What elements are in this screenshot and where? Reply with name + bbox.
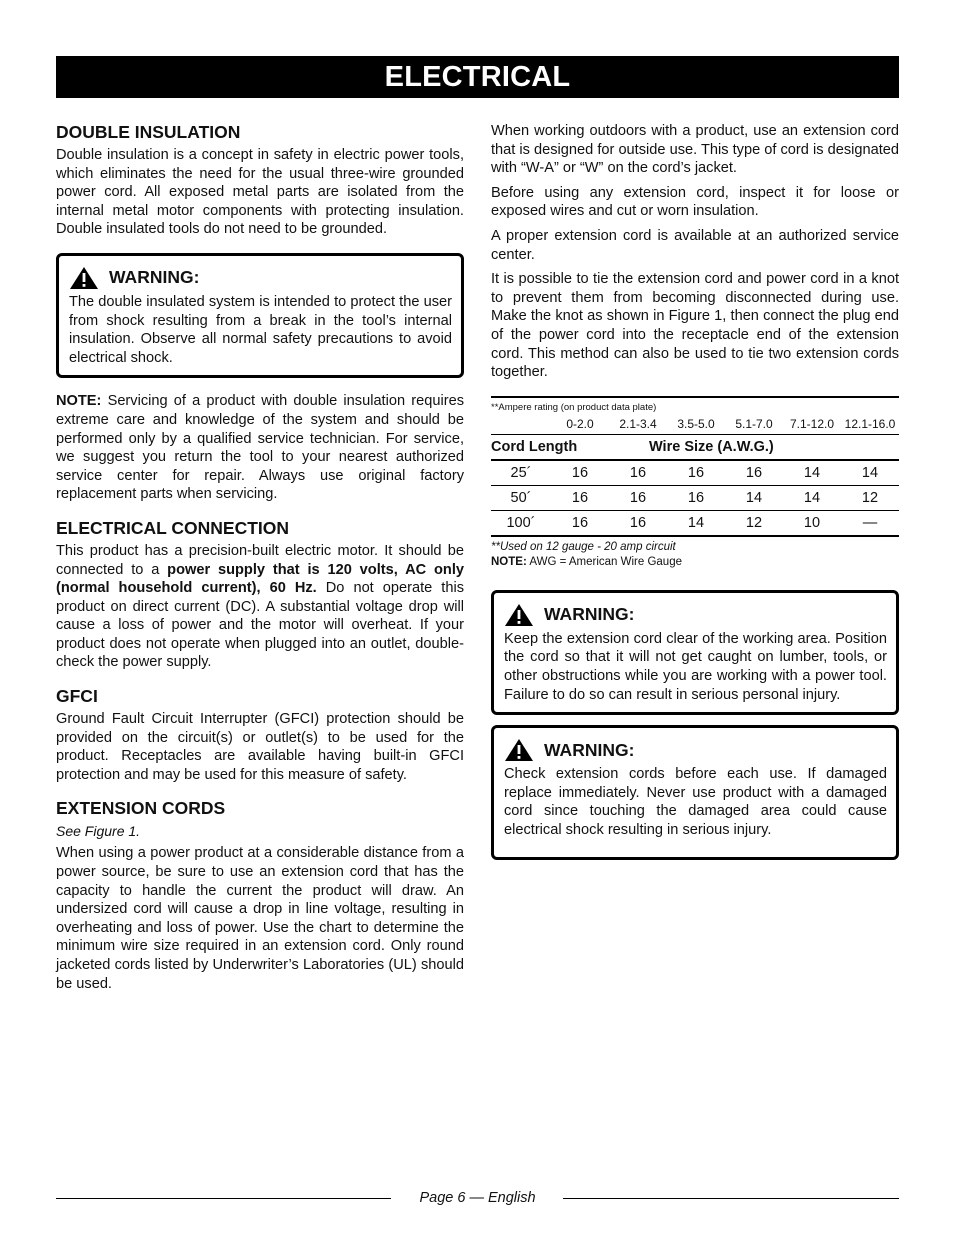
- wire-size-cell: 14: [803, 489, 821, 506]
- body-post: Do not operate this product on direct current (DC). A substantial voltage drop will cause a loss of power and the motor will overheat. If your product does not operate when plugged into an outlet, double-check the power supply.: [56, 580, 465, 671]
- wire-size-cell: 16: [629, 514, 647, 531]
- warning-triangle-icon: [504, 603, 534, 627]
- wire-size-cell: 14: [745, 489, 763, 506]
- wire-size-cell: 16: [745, 464, 763, 481]
- note-text: Servicing of a product with double insulation requires extreme care and knowledge of the system and should be performed only by a qualified service technician. For service, we suggest you return the tool to your nearest authorized service center for repair. Always use original factory replacement parts when servicing.: [56, 393, 464, 503]
- awg-note-text: AWG = American Wire Gauge: [526, 555, 682, 568]
- extension-cords-body: When using a power product at a considerable distance from a power source, be sure to use an extension cord that has the capacity to handle the current the product will draw. An undersized cord will cause a drop in line voltage, resulting in overheating and loss of power. Use the chart to determine the minimum wire size required in an extension cord. Only round jacketed cords listed by Underwriter’s Laboratories (UL) should be used.: [56, 845, 464, 992]
- wire-size-cell: 12: [861, 489, 879, 506]
- table-row: [491, 486, 899, 511]
- cord-length-cell: 100´: [506, 514, 536, 531]
- table-header-row: [491, 435, 899, 461]
- gfci-body: Ground Fault Circuit Interrupter (GFCI) protection should be provided on the circuit(s) or outlet(s) to be used for the product. Receptacles are available having built-in GFCI protection and may be used for this measure of safety.: [56, 711, 464, 783]
- ampere-cell: 3.5-5.0: [677, 416, 715, 431]
- ampere-cell: 7.1-12.0: [789, 416, 835, 431]
- table-row: [491, 511, 899, 537]
- warning-text: Check extension cords before each use. If damaged replace immediately. Never use product with a damaged cord since touching the damaged area could cause electrical shock resulting in serious injury.: [504, 766, 887, 838]
- electrical-connection-body: [56, 542, 464, 672]
- knot-paragraph: It is possible to tie the extension cord and power cord in a knot to prevent them from becoming disconnected during use. Make the knot as shown in Figure 1, then connect the plug end of the power cord into the receptacle end of the extension cord. This method can also be used to tie two extension cords together.: [491, 271, 899, 381]
- wire-size-cell: —: [862, 514, 878, 531]
- ampere-row: [491, 414, 899, 435]
- double-insulation-body: Double insulation is a concept in safety in electric power tools, which eliminates the need for the usual three-wire grounded power cord. All exposed metal parts are isolated from the internal metal motor components with protecting insulation. Double insulated tools do not need to be grounded.: [56, 147, 464, 238]
- wire-size-cell: 16: [571, 514, 589, 531]
- see-figure-note: See Figure 1.: [56, 823, 141, 840]
- inspect-paragraph: Before using any extension cord, inspect it for loose or exposed wires and cut or worn insulation.: [491, 184, 899, 220]
- wire-size-cell: 16: [629, 489, 647, 506]
- warning-label: WARNING:: [544, 739, 635, 760]
- outdoor-paragraph: When working outdoors with a product, use an extension cord that is designed for outside use. This type of cord is designated with “W-A” or “W” on the cord’s jacket.: [491, 123, 899, 177]
- ampere-cell: 5.1-7.0: [735, 416, 773, 431]
- wire-size-cell: 16: [687, 464, 705, 481]
- page-number: Page 6 — English: [419, 1190, 536, 1206]
- warning-label: WARNING:: [109, 267, 200, 288]
- wire-size-cell: 16: [571, 489, 589, 506]
- cord-length-cell: 25´: [510, 464, 532, 481]
- warning-triangle-icon: [69, 266, 99, 290]
- wire-size-table: [491, 396, 899, 570]
- table-footnote: **Used on 12 gauge - 20 amp circuit: [491, 540, 676, 553]
- wire-size-cell: 12: [745, 514, 763, 531]
- ampere-cell: 0-2.0: [566, 416, 594, 431]
- wire-size-cell: 14: [803, 464, 821, 481]
- cord-length-header: Cord Length: [491, 438, 578, 455]
- wire-size-cell: 14: [687, 514, 705, 531]
- wire-size-cell: 16: [687, 489, 705, 506]
- warning-label: WARNING:: [544, 604, 635, 625]
- body-bold: power supply that is 120 volts, AC only (normal household current), 60 Hz.: [56, 561, 464, 597]
- awg-note: [491, 555, 899, 570]
- warning-box-check-cords: [491, 725, 899, 860]
- wire-size-header: Wire Size (A.W.G.): [649, 438, 774, 455]
- left-column: [56, 122, 464, 999]
- double-insulation-note: [56, 392, 464, 504]
- page-title: ELECTRICAL: [56, 56, 899, 98]
- service-center-paragraph: A proper extension cord is available at an authorized service center.: [491, 227, 899, 263]
- double-insulation-heading: DOUBLE INSULATION: [56, 122, 241, 142]
- gfci-heading: GFCI: [56, 686, 98, 707]
- body-pre: This product has a precision-built electric motor. It should be connected to a: [56, 542, 464, 578]
- electrical-connection-heading: ELECTRICAL CONNECTION: [56, 517, 290, 538]
- note-label: NOTE:: [56, 393, 102, 410]
- right-column: [491, 122, 899, 860]
- warning-triangle-icon: [504, 738, 534, 762]
- ampere-note: **Ampere rating (on product data plate): [491, 401, 657, 413]
- ampere-cell: 12.1-16.0: [844, 416, 896, 431]
- wire-size-cell: 16: [629, 464, 647, 481]
- warning-text: Keep the extension cord clear of the working area. Position the cord so that it will not get caught on lumber, tools, or other obstructions while you are working with a power tool. Failure to do so can result in serious personal injury.: [504, 630, 887, 703]
- extension-cords-heading: EXTENSION CORDS: [56, 798, 226, 819]
- ampere-cell: 2.1-3.4: [619, 416, 657, 431]
- cord-length-cell: 50´: [510, 489, 532, 506]
- page-footer: [56, 1188, 899, 1208]
- wire-size-cell: 14: [861, 464, 879, 481]
- warning-text: The double insulated system is intended to protect the user from shock resulting from a break in the tool’s internal insulation. Observe all normal safety precautions to avoid electrical shock.: [69, 293, 452, 366]
- wire-size-cell: 16: [571, 464, 589, 481]
- awg-note-label: NOTE:: [491, 555, 527, 568]
- wire-size-cell: 10: [803, 514, 821, 531]
- table-row: [491, 461, 899, 486]
- warning-box-double-insulation: [56, 253, 464, 378]
- warning-box-cord-clear: [491, 590, 899, 715]
